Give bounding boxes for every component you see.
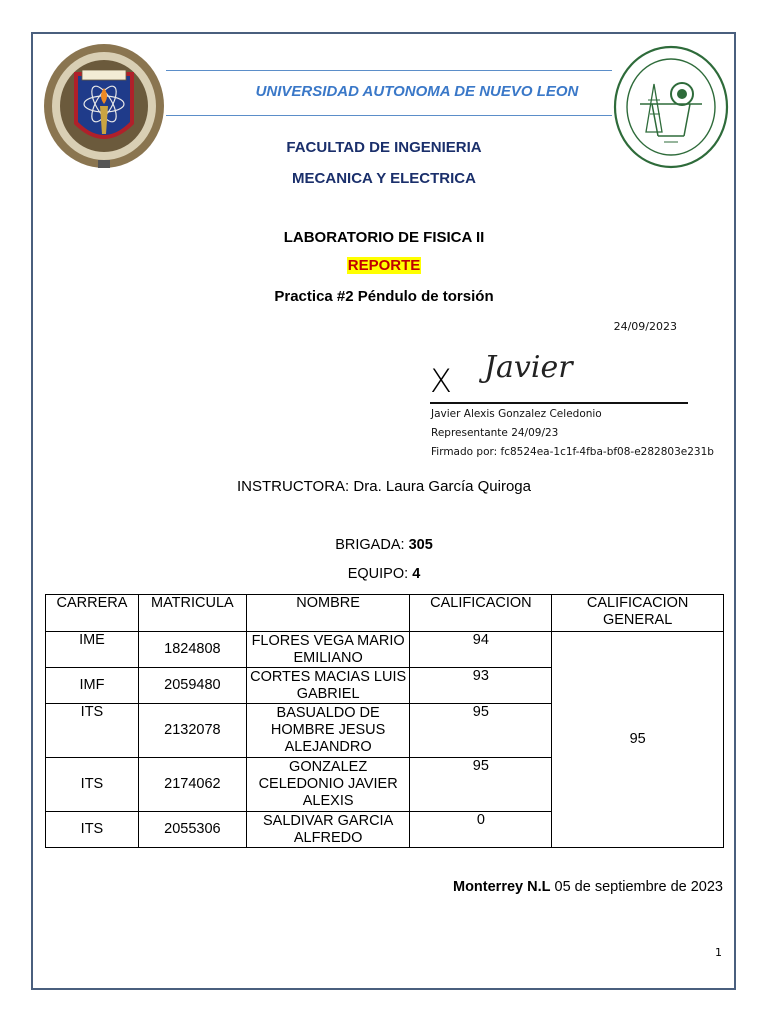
header-nombre: NOMBRE <box>246 595 410 632</box>
cell-calificacion: 0 <box>410 812 552 848</box>
header-rule-bottom <box>166 115 612 116</box>
header-calificacion: CALIFICACION <box>410 595 552 632</box>
signature-x-mark: X <box>430 362 452 400</box>
header-calificacion-general: CALIFICACION GENERAL <box>552 595 724 632</box>
lab-title: LABORATORIO DE FISICA II <box>283 229 485 246</box>
city: Monterrey N.L <box>452 879 551 895</box>
signer-hash: Firmado por: fc8524ea-1c1f-4fba-bf08-e282803e231b <box>431 446 714 458</box>
university-name: UNIVERSIDAD AUTONOMA DE NUEVO LEON <box>255 83 579 100</box>
cell-matricula: 1824808 <box>138 632 246 668</box>
cell-calificacion: 95 <box>410 758 552 812</box>
cell-carrera: IMF <box>46 668 139 704</box>
place-date <box>300 879 723 895</box>
practice-title: Practica #2 Péndulo de torsión <box>274 288 494 305</box>
report-badge-wrap <box>0 257 768 275</box>
signature-script: Javier <box>484 350 573 385</box>
cell-nombre: CORTES MACIAS LUIS GABRIEL <box>246 668 410 704</box>
table-row <box>46 632 724 668</box>
cell-carrera: ITS <box>46 704 139 758</box>
equipo-label: EQUIPO: <box>347 566 413 582</box>
cell-nombre: SALDIVAR GARCIA ALFREDO <box>246 812 410 848</box>
signature-line <box>430 402 688 404</box>
header-carrera: CARRERA <box>46 595 139 632</box>
signer-role-date: Representante 24/09/23 <box>431 427 559 439</box>
cell-nombre: BASUALDO DE HOMBRE JESUS ALEJANDRO <box>246 704 410 758</box>
signed-date: 05 de septiembre de 2023 <box>550 879 723 895</box>
cell-calificacion: 95 <box>410 704 552 758</box>
cell-nombre: GONZALEZ CELEDONIO JAVIER ALEXIS <box>246 758 410 812</box>
report-date: 24/09/2023 <box>613 320 677 333</box>
brigada-value: 305 <box>408 537 433 553</box>
brigada-label: BRIGADA: <box>335 537 409 553</box>
equipo-value: 4 <box>412 566 421 582</box>
instructor: INSTRUCTORA: Dra. Laura García Quiroga <box>237 478 531 495</box>
team-table <box>45 594 724 848</box>
page-number: 1 <box>715 946 722 959</box>
cell-matricula: 2059480 <box>138 668 246 704</box>
signer-name: Javier Alexis Gonzalez Celedonio <box>431 408 602 420</box>
cell-carrera: ITS <box>46 812 139 848</box>
table-header-row <box>46 595 724 632</box>
cell-nombre: FLORES VEGA MARIO EMILIANO <box>246 632 410 668</box>
cell-calificacion-general: 95 <box>552 632 724 848</box>
cell-carrera: ITS <box>46 758 139 812</box>
equipo <box>0 566 768 582</box>
cell-calificacion: 93 <box>410 668 552 704</box>
cell-carrera: IME <box>46 632 139 668</box>
report-badge: REPORTE <box>347 257 421 274</box>
faculty-line-2: MECANICA Y ELECTRICA <box>292 170 476 187</box>
brigada <box>0 537 768 553</box>
header-matricula: MATRICULA <box>138 595 246 632</box>
faculty-line-1: FACULTAD DE INGENIERIA <box>286 139 482 156</box>
cell-calificacion: 94 <box>410 632 552 668</box>
cell-matricula: 2055306 <box>138 812 246 848</box>
cell-matricula: 2132078 <box>138 704 246 758</box>
header-rule-top <box>166 70 612 71</box>
cell-matricula: 2174062 <box>138 758 246 812</box>
